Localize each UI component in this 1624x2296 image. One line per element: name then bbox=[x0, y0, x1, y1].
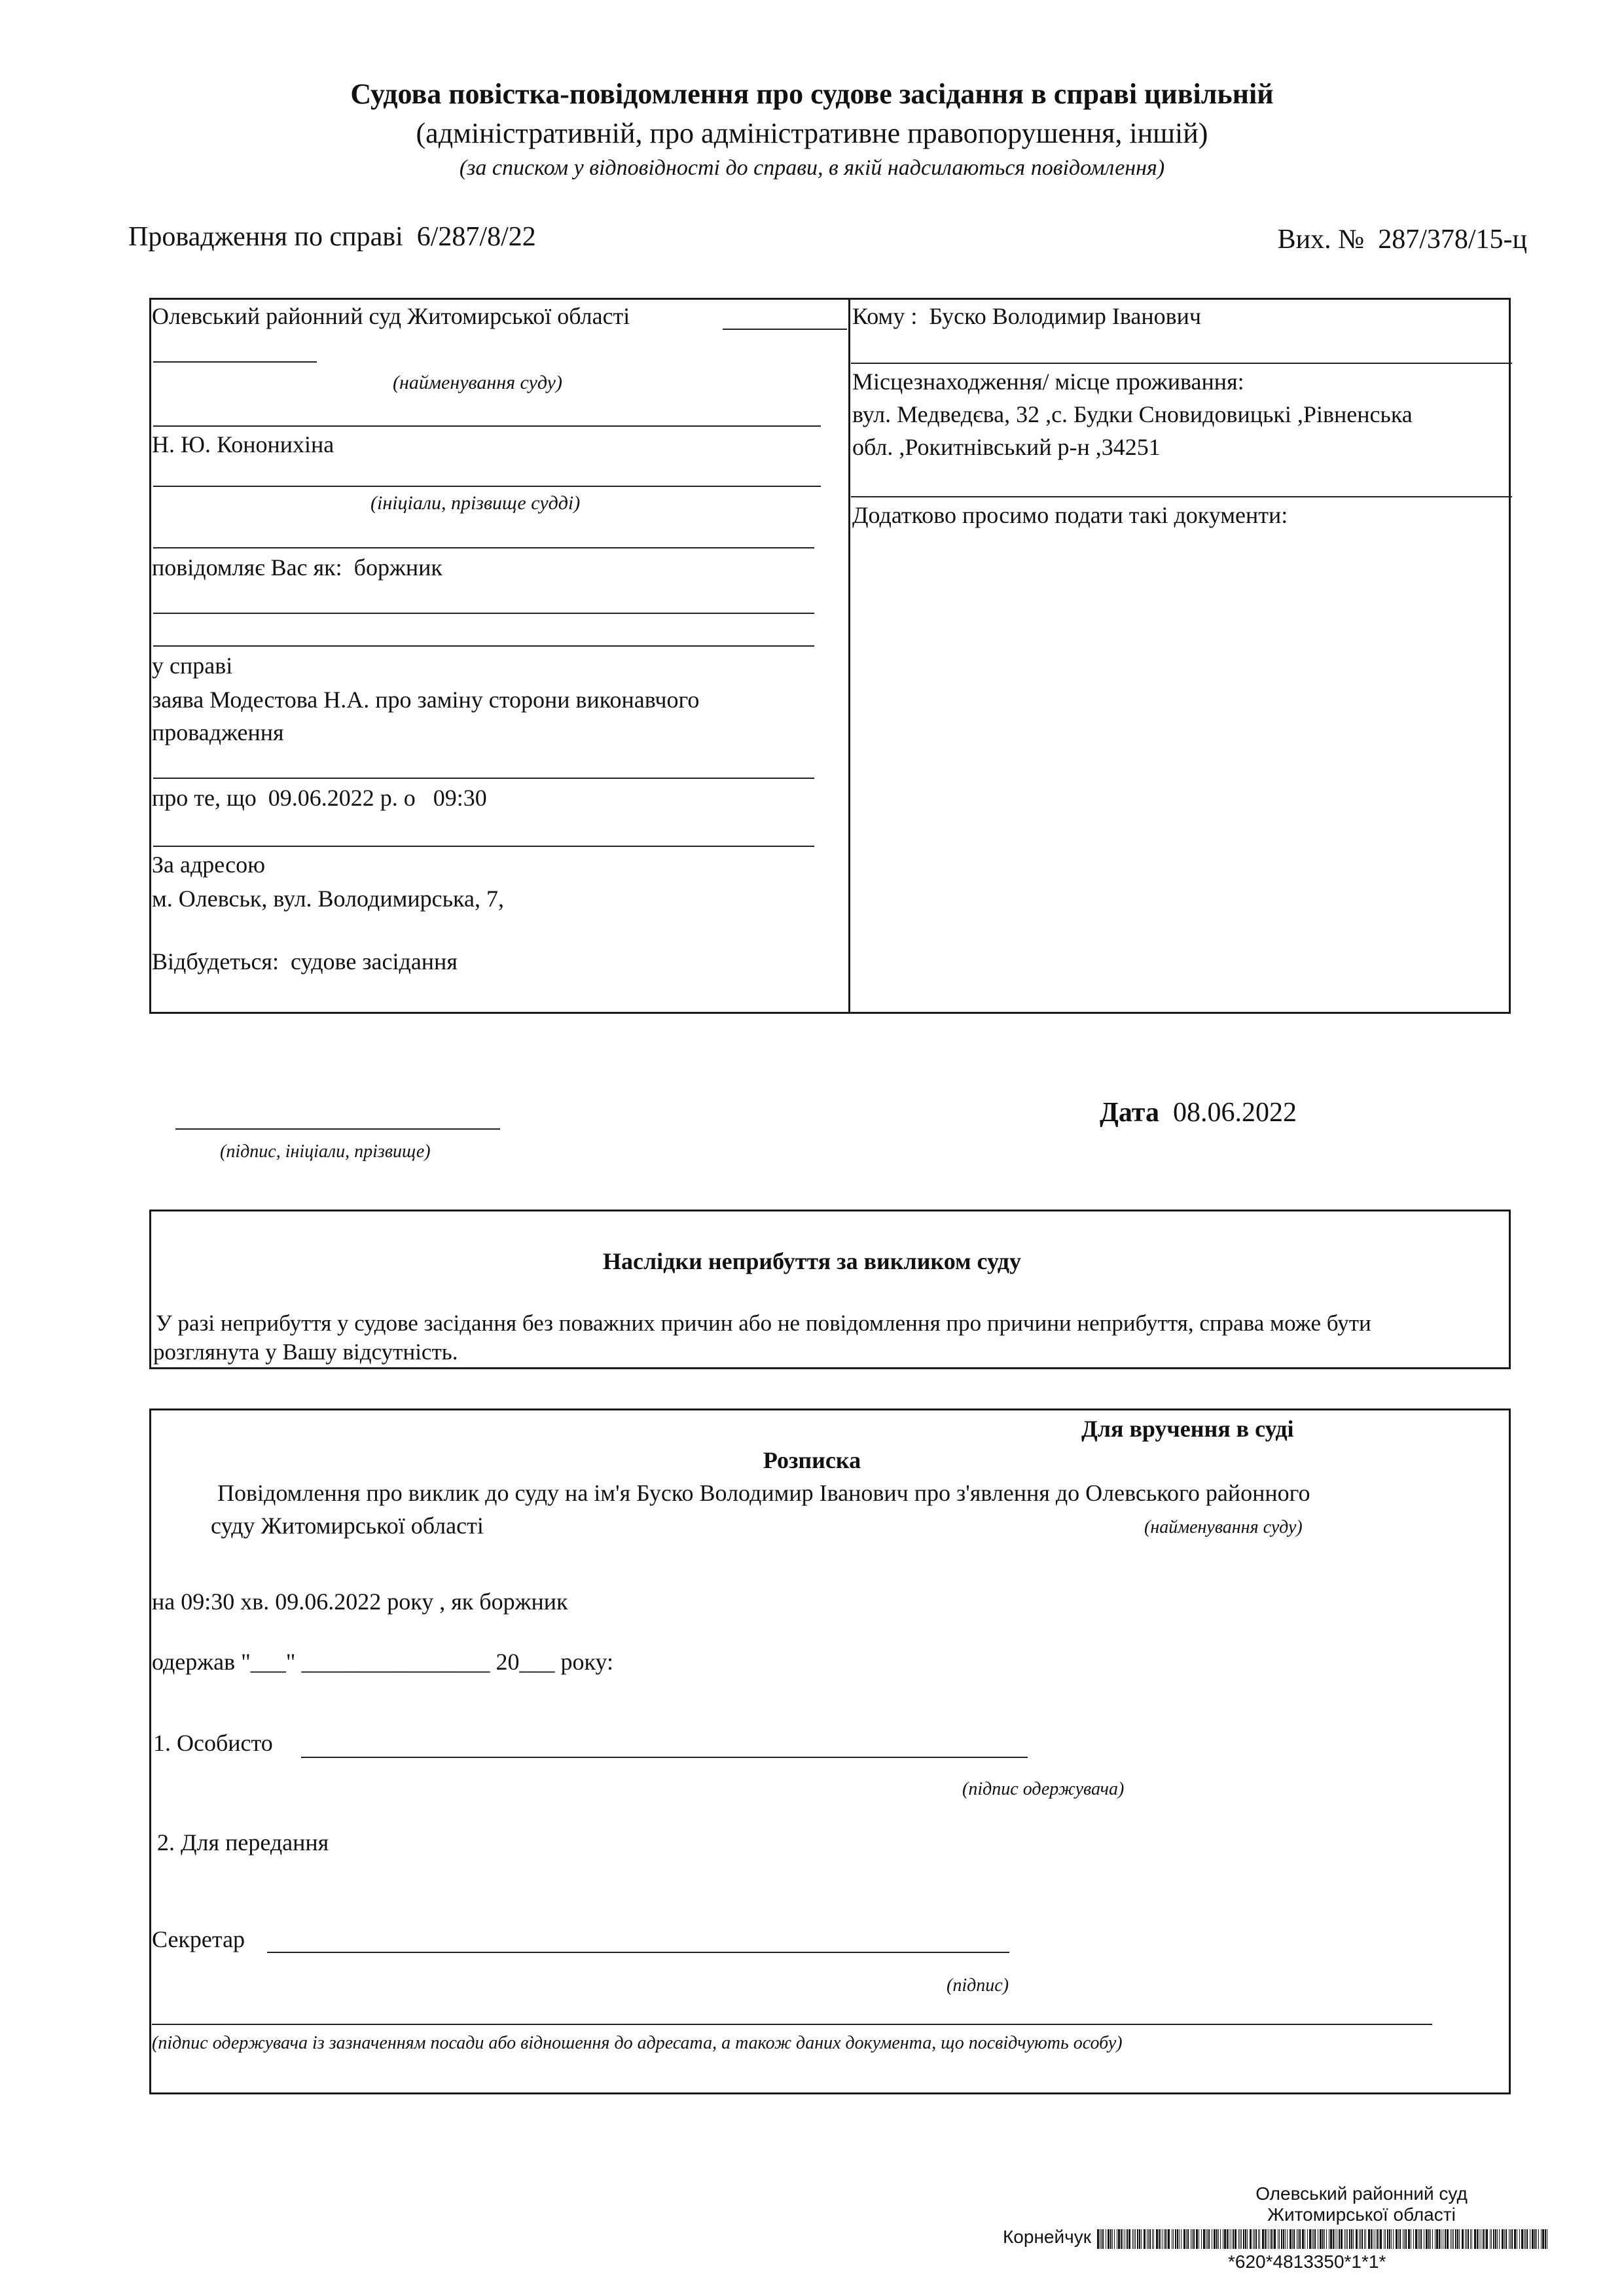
barcode-bar bbox=[1285, 2229, 1286, 2249]
barcode-bar bbox=[1457, 2229, 1458, 2249]
hearing-address: м. Олевськ, вул. Володимирська, 7, bbox=[152, 886, 504, 912]
clerk-name: Корнейчук bbox=[1003, 2227, 1091, 2247]
barcode-bar bbox=[1396, 2229, 1398, 2249]
barcode-bar bbox=[1436, 2229, 1438, 2249]
document-subtitle: (адміністративній, про адміністративне правопорушення, іншій) bbox=[416, 117, 1208, 149]
barcode-bar bbox=[1214, 2229, 1216, 2249]
receipt-footer-caption: (підпис одержувача із зазначенням посади або відношення до адресата, а також даних документа, що посвідчують особу) bbox=[152, 2033, 1123, 2053]
barcode-bar bbox=[1420, 2229, 1422, 2249]
barcode-bar bbox=[1139, 2229, 1140, 2249]
barcode-bar bbox=[1177, 2229, 1178, 2249]
receipt-court-caption: (найменування суду) bbox=[1144, 1517, 1303, 1537]
barcode-bar bbox=[1477, 2229, 1478, 2249]
barcode-bar bbox=[1320, 2229, 1322, 2249]
barcode-bar bbox=[1247, 2229, 1248, 2249]
barcode-bar bbox=[1326, 2229, 1327, 2249]
recipient-underline bbox=[851, 363, 1512, 364]
barcode-bar bbox=[1536, 2229, 1537, 2249]
court-stamp bbox=[1172, 2183, 1551, 2225]
barcode-bar bbox=[1502, 2229, 1504, 2249]
barcode-bar bbox=[1495, 2229, 1496, 2249]
barcode-bar bbox=[1405, 2229, 1407, 2249]
barcode-bar bbox=[1233, 2229, 1234, 2249]
barcode-bar bbox=[1371, 2229, 1372, 2249]
for-transfer-label: 2. Для передання bbox=[157, 1829, 329, 1856]
date-row bbox=[1100, 1097, 1297, 1128]
event-label: Відбудеться: bbox=[152, 948, 279, 975]
barcode-bar bbox=[1159, 2229, 1160, 2249]
barcode-bar bbox=[1243, 2229, 1244, 2249]
barcode-bar bbox=[1118, 2229, 1120, 2249]
court-line3 bbox=[153, 425, 821, 427]
receipt-received-line: одержав "___" ________________ 20___ року: bbox=[152, 1649, 614, 1675]
receipt-time-line: на 09:30 хв. 09.06.2022 року , як боржник bbox=[152, 1588, 568, 1615]
consequences-title: Наслідки неприбуття за викликом суду bbox=[603, 1248, 1021, 1274]
outgoing-number-row bbox=[1278, 224, 1527, 255]
date-value: 08.06.2022 bbox=[1172, 1098, 1297, 1128]
barcode-bar bbox=[1499, 2229, 1500, 2249]
barcode-bar bbox=[1283, 2229, 1284, 2249]
barcode-bar bbox=[1127, 2229, 1128, 2249]
barcode-bar bbox=[1153, 2229, 1154, 2249]
receipt-line2: суду Житомирської області bbox=[211, 1513, 484, 1539]
barcode-bar bbox=[1218, 2229, 1219, 2249]
barcode-bar bbox=[1364, 2229, 1365, 2249]
barcode-bar bbox=[1521, 2229, 1523, 2249]
barcode-bar bbox=[1299, 2229, 1301, 2249]
barcode-bar bbox=[1166, 2229, 1167, 2249]
document-note: (за списком у відповідності до справи, в якій надсилаються повідомлення) bbox=[459, 156, 1165, 180]
barcode-bar bbox=[1393, 2229, 1394, 2249]
location-label: Місцезнаходження/ місце проживання: bbox=[852, 368, 1244, 395]
barcode-bar bbox=[1360, 2229, 1361, 2249]
barcode-bar bbox=[1290, 2229, 1291, 2249]
barcode-bar bbox=[1333, 2229, 1334, 2249]
barcode-bar bbox=[1413, 2229, 1414, 2249]
outgoing-label: Вих. № bbox=[1277, 224, 1365, 255]
secretary-label: Секретар bbox=[152, 1926, 245, 1952]
judge-caption: (ініціали, прізвище судді) bbox=[370, 492, 581, 514]
barcode-bar bbox=[1292, 2229, 1293, 2249]
barcode-bar bbox=[1365, 2229, 1366, 2249]
barcode-bar bbox=[1227, 2229, 1228, 2249]
barcode-bar bbox=[1152, 2229, 1153, 2249]
barcode-bar bbox=[1426, 2229, 1428, 2249]
barcode-bar bbox=[1235, 2229, 1236, 2249]
barcode-bar bbox=[1465, 2229, 1466, 2249]
barcode-bar bbox=[1192, 2229, 1193, 2249]
barcode-bar bbox=[1183, 2229, 1185, 2249]
barcode-bar bbox=[1287, 2229, 1288, 2249]
court-name-line2 bbox=[153, 361, 317, 363]
location-underline bbox=[851, 496, 1512, 497]
barcode-bar bbox=[1399, 2229, 1401, 2249]
consequences-line2: розглянута у Вашу відсутність. bbox=[153, 1339, 458, 1365]
barcode-bar bbox=[1313, 2229, 1314, 2249]
barcode-bar bbox=[1474, 2229, 1476, 2249]
barcode-bar bbox=[1445, 2229, 1446, 2249]
barcode-bar bbox=[1389, 2229, 1390, 2249]
barcode-bar bbox=[1524, 2229, 1525, 2249]
barcode-bar bbox=[1439, 2229, 1440, 2249]
barcode-bar bbox=[1175, 2229, 1176, 2249]
barcode-bar bbox=[1519, 2229, 1520, 2249]
barcode-bar bbox=[1398, 2229, 1399, 2249]
location-line1: вул. Медведєва, 32 ,с. Будки Сновидовицькі ,Рівненська bbox=[852, 401, 1413, 427]
barcode-bar bbox=[1274, 2229, 1276, 2249]
column-divider bbox=[848, 298, 850, 1014]
barcode-bar bbox=[1224, 2229, 1226, 2249]
barcode-bar bbox=[1511, 2229, 1513, 2249]
barcode-bar bbox=[1265, 2229, 1266, 2249]
personally-signature-line bbox=[301, 1757, 1028, 1758]
barcode-bar bbox=[1497, 2229, 1498, 2249]
outgoing-number: 287/378/15-ц bbox=[1378, 224, 1527, 255]
hearing-datetime-row bbox=[152, 784, 487, 812]
barcode-bar bbox=[1459, 2229, 1460, 2249]
barcode-bar bbox=[1254, 2229, 1255, 2249]
barcode-bar bbox=[1462, 2229, 1464, 2249]
notify-role: боржник bbox=[353, 554, 442, 581]
barcode-bar bbox=[1504, 2229, 1505, 2249]
barcode-bar bbox=[1250, 2229, 1252, 2249]
barcode-bar bbox=[1307, 2229, 1308, 2249]
signature-line bbox=[175, 1128, 500, 1130]
barcode bbox=[1097, 2229, 1555, 2249]
barcode-bar bbox=[1293, 2229, 1295, 2249]
judge-name: Н. Ю. Кононихіна bbox=[152, 431, 334, 457]
barcode-bar bbox=[1181, 2229, 1182, 2249]
court-name: Олевський районний суд Житомирської області bbox=[152, 303, 630, 329]
barcode-bar bbox=[1298, 2229, 1299, 2249]
barcode-bar bbox=[1391, 2229, 1392, 2249]
barcode-bar bbox=[1356, 2229, 1358, 2249]
stamp-line1: Олевський районний суд bbox=[1255, 2183, 1468, 2204]
barcode-bar bbox=[1380, 2229, 1382, 2249]
barcode-bar bbox=[1196, 2229, 1198, 2249]
barcode-bar bbox=[1525, 2229, 1526, 2249]
barcode-bar bbox=[1207, 2229, 1208, 2249]
notify-line2 bbox=[153, 645, 814, 647]
barcode-bar bbox=[1238, 2229, 1239, 2249]
event-row bbox=[152, 948, 458, 975]
barcode-bar bbox=[1486, 2229, 1488, 2249]
notify-row bbox=[152, 554, 442, 581]
barcode-bar bbox=[1339, 2229, 1340, 2249]
recipient-name: Буско Володимир Іванович bbox=[929, 303, 1201, 329]
hearing-underline bbox=[153, 846, 814, 847]
notify-label: повідомляє Вас як: bbox=[152, 554, 342, 581]
barcode-bar bbox=[1114, 2229, 1115, 2249]
document-title: Судова повістка-повідомлення про судове засідання в справі цивільній bbox=[350, 78, 1274, 110]
barcode-bar bbox=[1201, 2229, 1202, 2249]
recipient-row bbox=[852, 302, 1201, 330]
barcode-bar bbox=[1121, 2229, 1122, 2249]
stamp-line2: Житомирської області bbox=[1267, 2204, 1456, 2225]
barcode-bar bbox=[1253, 2229, 1254, 2249]
barcode-bar bbox=[1430, 2229, 1431, 2249]
court-caption: (найменування суду) bbox=[393, 372, 562, 393]
barcode-bar bbox=[1110, 2229, 1111, 2249]
barcode-bar bbox=[1542, 2229, 1544, 2249]
location-line2: обл. ,Рокитнівський р-н ,34251 bbox=[852, 434, 1161, 460]
documents-label: Додатково просимо подати такі документи: bbox=[852, 502, 1288, 528]
judge-underline bbox=[153, 486, 821, 487]
barcode-bar bbox=[1415, 2229, 1417, 2249]
barcode-bar bbox=[1245, 2229, 1246, 2249]
barcode-bar bbox=[1359, 2229, 1360, 2249]
barcode-bar bbox=[1351, 2229, 1352, 2249]
hearing-label: про те, що bbox=[152, 785, 257, 811]
personally-label: 1. Особисто bbox=[153, 1730, 273, 1756]
barcode-bar bbox=[1419, 2229, 1420, 2249]
barcode-bar bbox=[1216, 2229, 1218, 2249]
barcode-bar bbox=[1491, 2229, 1492, 2249]
barcode-bar bbox=[1483, 2229, 1484, 2249]
barcode-text: *620*4813350*1*1* bbox=[1228, 2251, 1386, 2272]
barcode-bar bbox=[1271, 2229, 1272, 2249]
barcode-bar bbox=[1534, 2229, 1536, 2249]
barcode-bar bbox=[1097, 2229, 1099, 2249]
barcode-bar bbox=[1493, 2229, 1494, 2249]
barcode-bar bbox=[1432, 2229, 1433, 2249]
barcode-bar bbox=[1203, 2229, 1205, 2249]
barcode-bar bbox=[1471, 2229, 1472, 2249]
barcode-bar bbox=[1538, 2229, 1539, 2249]
barcode-bar bbox=[1349, 2229, 1350, 2249]
barcode-bar bbox=[1135, 2229, 1136, 2249]
case-underline bbox=[153, 778, 814, 779]
barcode-bar bbox=[1259, 2229, 1260, 2249]
barcode-bar bbox=[1187, 2229, 1189, 2249]
barcode-bar bbox=[1132, 2229, 1133, 2249]
case-number-row bbox=[128, 221, 536, 253]
barcode-bar bbox=[1137, 2229, 1138, 2249]
barcode-bar bbox=[1447, 2229, 1449, 2249]
barcode-bar bbox=[1241, 2229, 1242, 2249]
barcode-bar bbox=[1108, 2229, 1110, 2249]
barcode-bar bbox=[1309, 2229, 1311, 2249]
barcode-bar bbox=[1144, 2229, 1146, 2249]
barcode-bar bbox=[1262, 2229, 1264, 2249]
barcode-bar bbox=[1453, 2229, 1454, 2249]
barcode-bar bbox=[1112, 2229, 1113, 2249]
barcode-bar bbox=[1510, 2229, 1511, 2249]
barcode-bar bbox=[1353, 2229, 1354, 2249]
barcode-bar bbox=[1272, 2229, 1273, 2249]
barcode-bar bbox=[1532, 2229, 1534, 2249]
case-number: 6/287/8/22 bbox=[416, 222, 536, 252]
barcode-bar bbox=[1279, 2229, 1280, 2249]
consequences-line1: У разі неприбуття у судове засідання без поважних причин або не повідомлення про причини неприбуття, справа може бути bbox=[156, 1310, 1371, 1336]
recipient-label: Кому : bbox=[852, 303, 918, 329]
barcode-bar bbox=[1255, 2229, 1257, 2249]
barcode-bar bbox=[1302, 2229, 1304, 2249]
notify-underline bbox=[153, 613, 814, 614]
case-description: заява Модестова Н.А. про заміну сторони виконавчого провадження bbox=[152, 687, 700, 745]
barcode-bar bbox=[1470, 2229, 1471, 2249]
barcode-bar bbox=[1541, 2229, 1542, 2249]
barcode-bar bbox=[1468, 2229, 1469, 2249]
barcode-bar bbox=[1168, 2229, 1170, 2249]
barcode-bar bbox=[1385, 2229, 1386, 2249]
judge-line2 bbox=[153, 547, 814, 548]
date-label: Дата bbox=[1100, 1098, 1159, 1128]
barcode-bar bbox=[1408, 2229, 1410, 2249]
address-label: За адресою bbox=[152, 852, 266, 878]
barcode-bar bbox=[1220, 2229, 1221, 2249]
barcode-bar bbox=[1324, 2229, 1325, 2249]
barcode-bar bbox=[1526, 2229, 1528, 2249]
barcode-bar bbox=[1208, 2229, 1210, 2249]
receipt-line1: Повідомлення про виклик до суду на ім'я Буско Володимир Іванович про з'явлення до Олевського районного bbox=[217, 1480, 1310, 1506]
barcode-bar bbox=[1193, 2229, 1195, 2249]
for-court-label: Для вручення в суді bbox=[1081, 1416, 1294, 1442]
barcode-bar bbox=[1545, 2229, 1546, 2249]
barcode-bar bbox=[1314, 2229, 1316, 2249]
hearing-time: 09:30 bbox=[433, 785, 487, 811]
barcode-bar bbox=[1141, 2229, 1142, 2249]
barcode-bar bbox=[1466, 2229, 1467, 2249]
barcode-bar bbox=[1344, 2229, 1345, 2249]
barcode-bar bbox=[1506, 2229, 1507, 2249]
barcode-bar bbox=[1128, 2229, 1130, 2249]
barcode-bar bbox=[1368, 2229, 1370, 2249]
barcode-bar bbox=[1101, 2229, 1102, 2249]
barcode-bar bbox=[1514, 2229, 1516, 2249]
barcode-bar bbox=[1404, 2229, 1405, 2249]
signature-caption: (підпис, ініціали, прізвище) bbox=[220, 1141, 431, 1162]
barcode-bar bbox=[1362, 2229, 1363, 2249]
barcode-bar bbox=[1428, 2229, 1430, 2249]
barcode-bar bbox=[1156, 2229, 1158, 2249]
barcode-bar bbox=[1387, 2229, 1388, 2249]
recipient-signature-caption: (підпис одержувача) bbox=[962, 1779, 1125, 1799]
barcode-bar bbox=[1341, 2229, 1343, 2249]
barcode-bar bbox=[1281, 2229, 1282, 2249]
barcode-bar bbox=[1164, 2229, 1166, 2249]
barcode-bar bbox=[1149, 2229, 1151, 2249]
barcode-bar bbox=[1186, 2229, 1187, 2249]
barcode-bar bbox=[1148, 2229, 1149, 2249]
case-in-label: у справі bbox=[152, 653, 233, 679]
secretary-signature-line bbox=[267, 1952, 1009, 1953]
secretary-signature-caption: (підпис) bbox=[947, 1975, 1009, 1996]
event-type: судове засідання bbox=[291, 948, 458, 975]
barcode-bar bbox=[1173, 2229, 1174, 2249]
hearing-date: 09.06.2022 р. о bbox=[268, 785, 416, 811]
court-name-underline bbox=[723, 329, 847, 330]
barcode-bar bbox=[1452, 2229, 1453, 2249]
barcode-bar bbox=[1377, 2229, 1378, 2249]
barcode-bar bbox=[1102, 2229, 1104, 2249]
barcode-bar bbox=[1347, 2229, 1348, 2249]
barcode-bar bbox=[1179, 2229, 1180, 2249]
receipt-title: Розписка bbox=[763, 1447, 861, 1473]
receipt-footer-line bbox=[152, 2024, 1432, 2025]
barcode-bar bbox=[1322, 2229, 1324, 2249]
barcode-bar bbox=[1455, 2229, 1456, 2249]
case-label: Провадження по справі bbox=[128, 222, 403, 252]
barcode-bar bbox=[1258, 2229, 1259, 2249]
barcode-bar bbox=[1330, 2229, 1332, 2249]
